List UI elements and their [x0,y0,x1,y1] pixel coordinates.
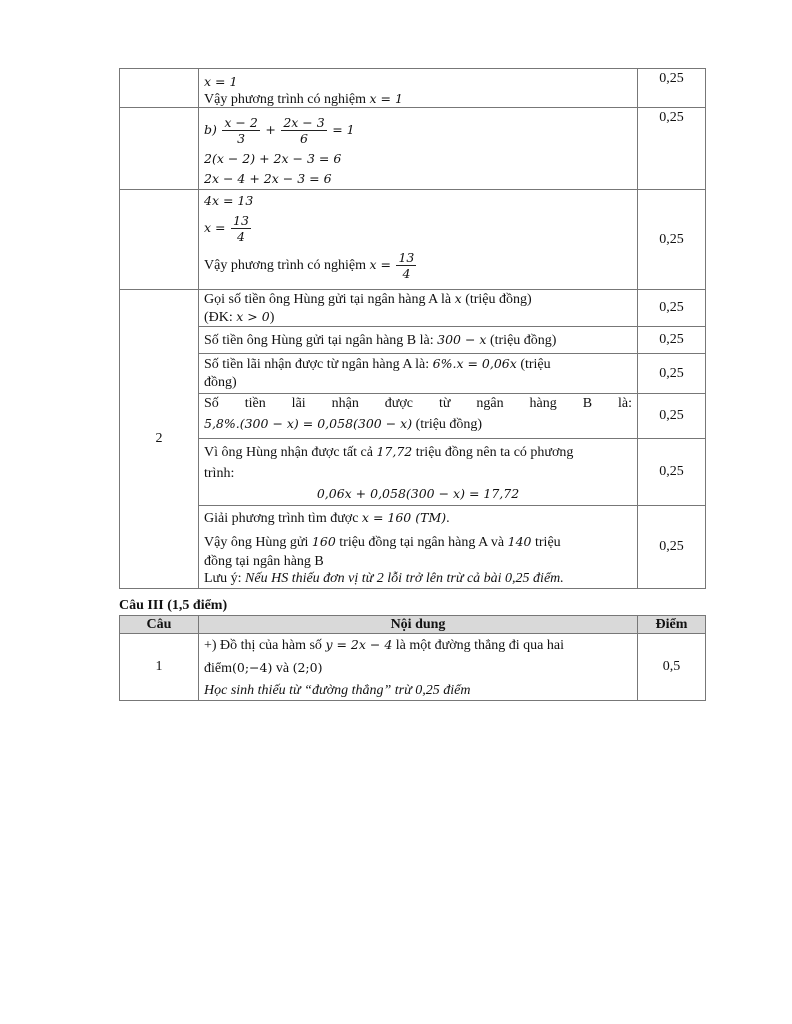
answer-table-part2 [119,68,706,589]
math: x = [369,257,391,272]
text: . [446,511,450,526]
note-text: Học sinh thiếu từ “đường thẳng” trừ 0,25 điểm [204,683,471,698]
text: (triệu [520,357,551,372]
table-row [120,290,706,327]
math: = 1 [332,122,355,137]
score-cell: 0,5 [638,634,706,701]
numerator: 13 [398,250,415,266]
text: (triệu đồng) [489,333,557,348]
numerator: x − 2 [224,115,258,131]
question-number: 2 [120,290,199,589]
math: 140 [507,534,532,549]
question-number: 1 [120,634,199,701]
table-row [120,634,706,701]
content-cell [199,394,638,439]
math: x = 160 (TM) [361,510,447,525]
math: 300 − x [437,332,487,347]
fraction [281,115,326,146]
score-cell: 0,25 [638,190,706,290]
table-row [120,506,706,589]
content-cell [199,327,638,354]
math: 2x − 4 + 2x − 3 = 6 [204,171,332,186]
column-header: Câu [120,616,199,634]
score-cell: 0,25 [638,290,706,327]
score-cell: 0,25 [638,439,706,506]
math: 0,06x + 0,058(300 − x) = 17,72 [316,486,520,501]
content-cell [199,190,638,290]
math: x [454,291,462,306]
question-cell [120,69,199,108]
text: triệu đồng tại ngân hàng A và [339,535,505,550]
section-title: Câu III (1,5 điểm) [119,598,228,613]
text: đồng tại ngân hàng B [204,554,324,569]
denominator: 4 [402,266,411,282]
text: +) Đồ thị của hàm số [204,638,322,653]
math: x > 0 [236,309,270,324]
note-label: Lưu ý: [204,571,242,586]
table-row [120,354,706,394]
note-text: Nếu HS thiếu đơn vị từ 2 lỗi trở lên trừ cả bài 0,25 điểm. [245,571,564,586]
math: (2;0) [292,660,323,675]
text: Vậy ông Hùng gửi [204,535,309,550]
score-cell: 0,25 [638,394,706,439]
math: 6%.x = 0,06x [432,356,517,371]
math: 2(x − 2) + 2x − 3 = 6 [204,151,342,166]
numerator: 13 [233,213,249,229]
text: điểm [204,661,232,676]
fraction [396,250,416,281]
question-cell [120,190,199,290]
math: 5,8%.(300 − x) = 0,058(300 − x) [204,416,413,431]
table-row [120,394,706,439]
math: 160 [311,534,336,549]
math: y = 2x − 4 [325,637,393,652]
text: Vì ông Hùng nhận được tất cả [204,445,373,460]
math: + [265,122,276,137]
math: x = [204,220,226,235]
content-cell [199,506,638,589]
text: Số tiền lãi nhận được từ ngân hàng A là: [204,357,430,372]
question-cell [120,108,199,190]
text: Số tiền ông Hùng gửi tại ngân hàng B là: [204,333,434,348]
text: triệu đồng nên ta có phương [415,445,574,460]
text: Giải phương trình tìm được [204,511,359,526]
text: triệu [535,535,561,550]
table-row [120,327,706,354]
math: x = 1 [369,91,403,106]
score-cell: 0,25 [638,506,706,589]
math: x = 1 [204,74,238,89]
denominator: 6 [300,131,308,147]
text: Vậy phương trình có nghiệm [204,92,366,107]
score-cell: 0,25 [638,327,706,354]
score-cell: 0,25 [638,69,706,108]
numerator: 2x − 3 [283,115,325,131]
table-row [120,439,706,506]
text: trình: [204,466,235,481]
table-row [120,108,706,190]
text: và [275,661,290,676]
table-row [120,190,706,290]
content-cell [199,108,638,190]
column-header: Điểm [638,616,706,634]
math: 17,72 [376,444,413,459]
math: 4x = 13 [204,193,254,208]
text: (triệu đồng) [465,292,532,307]
content-cell [199,69,638,108]
text: (ĐK: [204,310,233,325]
score-cell: 0,25 [638,354,706,394]
math: (0;−4) [232,660,273,675]
text: Số tiền lãi nhận được từ ngân hàng B là: [204,396,632,411]
table-header-row [120,616,706,634]
answer-table-part3 [119,615,706,701]
denominator: 3 [237,131,246,147]
text: (triệu đồng) [415,417,483,432]
score-cell: 0,25 [638,108,706,190]
text: Gọi số tiền ông Hùng gửi tại ngân hàng A là [204,292,452,307]
math: b) [204,122,217,137]
text: Vậy phương trình có nghiệm [204,258,366,273]
table-row [120,69,706,108]
content-cell [199,354,638,394]
content-cell [199,634,638,701]
fraction [231,213,251,244]
column-header: Nội dung [199,616,638,634]
content-cell [199,290,638,327]
denominator: 4 [236,229,245,245]
text: ) [269,310,275,325]
text: đồng) [204,375,237,390]
content-cell [199,439,638,506]
text: là một đường thẳng đi qua hai [395,638,564,653]
fraction [222,115,259,146]
